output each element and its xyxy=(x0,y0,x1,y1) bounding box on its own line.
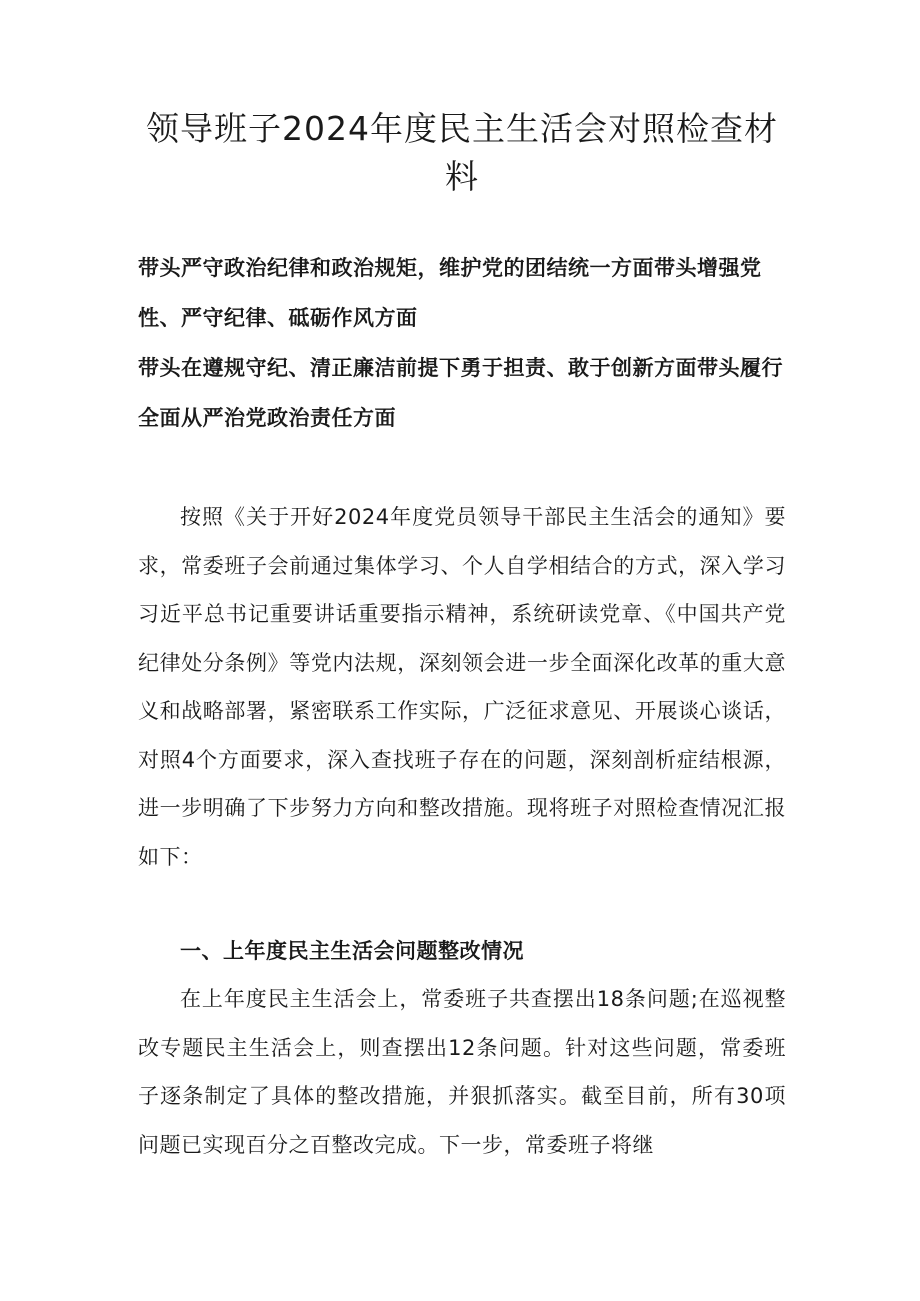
document-body xyxy=(138,493,786,1169)
section-paragraph: 在上年度民主生活会上，常委班子共查摆出18条问题;在巡视整改专题民主生活会上，则查摆出12条问题。针对这些问题，常委班子逐条制定了具体的整改措施，并狠抓落实。截至目前，所有30项问题已实现百分之百整改完成。下一步，常委班子将继 xyxy=(138,987,786,1157)
highlight-list xyxy=(138,243,786,443)
highlight-item: 带头在遵规守纪、清正廉洁前提下勇于担责、敢于创新方面带头履行全面从严治党政治责任方面 xyxy=(138,356,783,430)
document-title: 领导班子2024年度民主生活会对照检查材料 xyxy=(146,109,778,196)
section-heading: 一、上年度民主生活会问题整改情况 xyxy=(180,939,524,963)
intro-paragraph: 按照《关于开好2024年度党员领导干部民主生活会的通知》要求，常委班子会前通过集体学习、个人自学相结合的方式，深入学习习近平总书记重要讲话重要指示精神，系统研读党章、《中国共产党纪律处分条例》等党内法规，深刻领会进一步全面深化改革的重大意义和战略部署，紧密联系工作实际，广泛征求意见、开展谈心谈话，对照4个方面要求，深入查找班子存在的问题，深刻剖析症结根源，进一步明确了下步努力方向和整改措施。现将班子对照检查情况汇报如下： xyxy=(138,505,786,869)
highlight-item: 带头严守政治纪律和政治规矩，维护党的团结统一方面带头增强党性、严守纪律、砥砺作风方面 xyxy=(138,256,762,330)
